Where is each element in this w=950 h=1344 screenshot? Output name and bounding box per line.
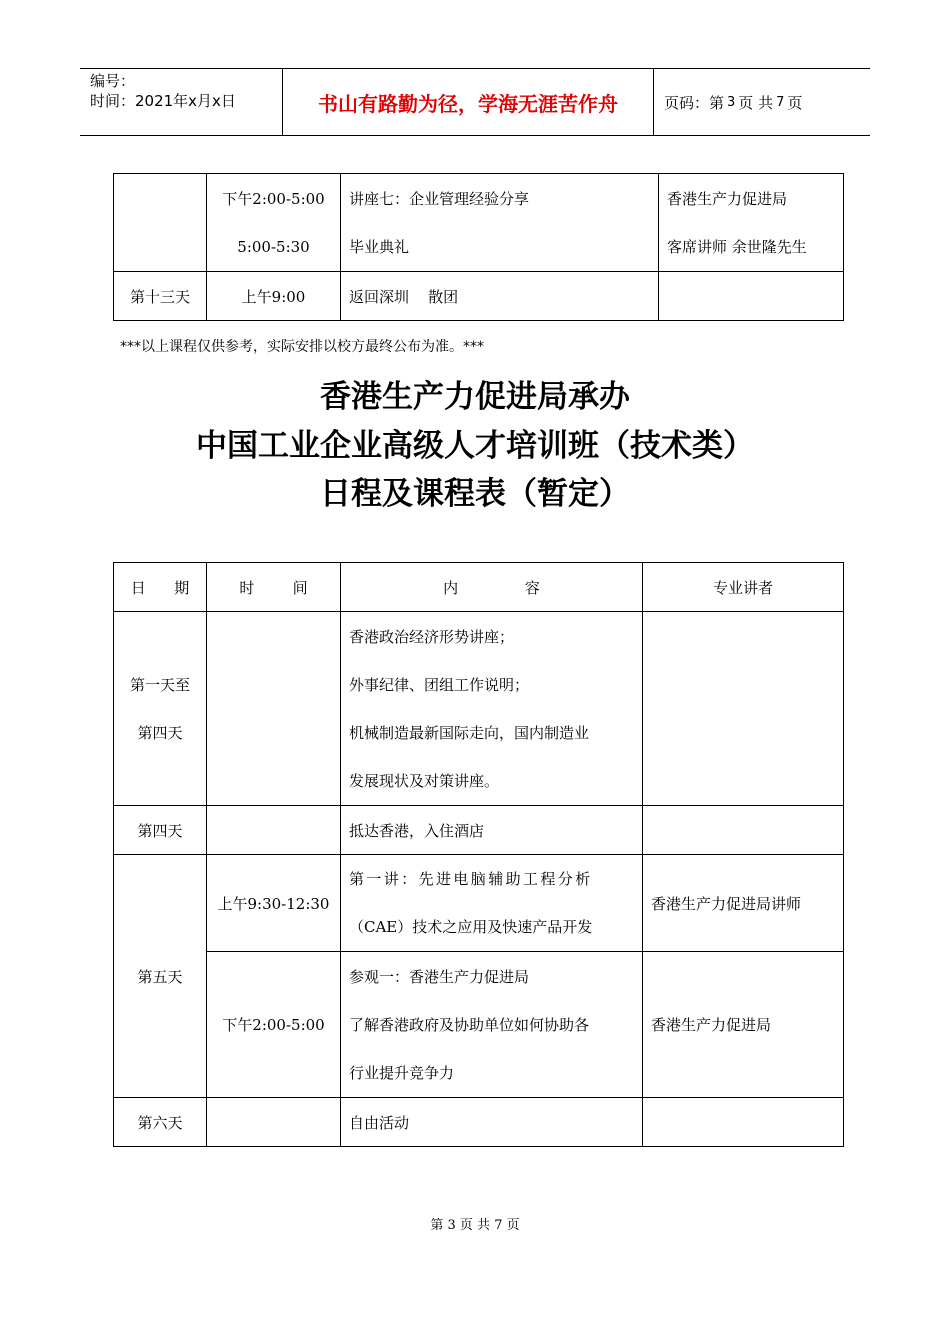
time-label: 时间：2021年x月x日 (90, 92, 236, 110)
day-cell: 第五天 (114, 855, 207, 1098)
page-total: 7 (776, 94, 785, 110)
page-prefix: 页码：第 (664, 93, 725, 112)
header-motto: 书山有路勤为径，学海无涯苦作舟 (282, 69, 654, 135)
table-header-row (114, 563, 844, 612)
speaker-cell (643, 806, 844, 855)
code-label: 编号： (90, 72, 136, 90)
page-footer: 第 3 页 共 7 页 (430, 1218, 520, 1233)
schedule-note: ***以上课程仅供参考，实际安排以校方最终公布为准。*** (120, 339, 484, 355)
content-cell (341, 855, 643, 952)
continued-schedule-table (113, 173, 844, 321)
page-mid: 页 共 (738, 93, 774, 112)
content-text: （CAE）技术之应用及快速产品开发 (349, 918, 593, 936)
content-text: 香港政治经济形势讲座； (349, 627, 515, 646)
time-cell: 上午9:00 (207, 272, 341, 321)
speaker-cell: 香港生产力促进局讲师 (643, 855, 844, 952)
time-text: 下午2:00-5:00 (222, 189, 325, 208)
content-cell: 返回深圳 散团 (341, 272, 659, 321)
speaker-cell (659, 272, 844, 321)
content-text: 机械制造最新国际走向，国内制造业 (349, 723, 590, 742)
time-text: 5:00-5:30 (237, 237, 310, 256)
header-date: 日 期 (114, 563, 207, 612)
table-row (114, 855, 844, 952)
content-text: 第一讲：先进电脑辅助工程分析 (349, 870, 593, 888)
schedule-table (113, 562, 844, 1147)
content-cell (341, 952, 643, 1098)
page-header (80, 68, 870, 136)
speaker-text: 客席讲师 余世隆先生 (667, 237, 807, 256)
day-text: 第四天 (137, 723, 183, 742)
table-row (114, 806, 844, 855)
content-text: 参观一：香港生产力促进局 (349, 967, 530, 986)
header-time: 时 间 (207, 563, 341, 612)
speaker-text: 香港生产力促进局 (667, 189, 788, 208)
title-line-2: 中国工业企业高级人才培训班（技术类） (196, 428, 754, 464)
day-cell: 第四天 (114, 806, 207, 855)
content-text: 行业提升竞争力 (349, 1063, 455, 1082)
day-cell: 第十三天 (114, 272, 207, 321)
time-cell: 下午2:00-5:00 (207, 952, 341, 1098)
day-text: 第一天至 (129, 675, 190, 694)
header-content: 内 容 (341, 563, 643, 612)
day-cell (114, 612, 207, 806)
content-text: 毕业典礼 (349, 237, 410, 256)
content-text: 发展现状及对策讲座。 (349, 771, 500, 790)
content-cell: 自由活动 (341, 1098, 643, 1147)
table-row (114, 1098, 844, 1147)
content-cell: 抵达香港，入住酒店 (341, 806, 643, 855)
speaker-cell (643, 612, 844, 806)
header-meta (80, 69, 282, 135)
table-row (114, 952, 844, 1098)
content-text: 了解香港政府及协助单位如何协助各 (349, 1015, 590, 1034)
time-cell (207, 612, 341, 806)
table-row (114, 174, 844, 272)
content-cell (341, 612, 643, 806)
title-line-3: 日程及课程表（暂定） (320, 476, 630, 512)
table-row (114, 612, 844, 806)
speaker-cell (659, 174, 844, 272)
time-cell: 上午9:30-12:30 (207, 855, 341, 952)
day-cell (114, 174, 207, 272)
title-line-1: 香港生产力促进局承办 (320, 379, 630, 415)
time-cell (207, 806, 341, 855)
time-cell (207, 1098, 341, 1147)
content-cell (341, 174, 659, 272)
header-page-indicator (654, 69, 870, 135)
day-cell: 第六天 (114, 1098, 207, 1147)
time-cell (207, 174, 341, 272)
content-text: 外事纪律、团组工作说明； (349, 675, 530, 694)
content-text: 讲座七：企业管理经验分享 (349, 189, 530, 208)
speaker-cell: 香港生产力促进局 (643, 952, 844, 1098)
page-number: 3 (727, 94, 736, 110)
page-suffix: 页 (787, 93, 803, 112)
table-row (114, 272, 844, 321)
header-speaker: 专业讲者 (643, 563, 844, 612)
speaker-cell (643, 1098, 844, 1147)
